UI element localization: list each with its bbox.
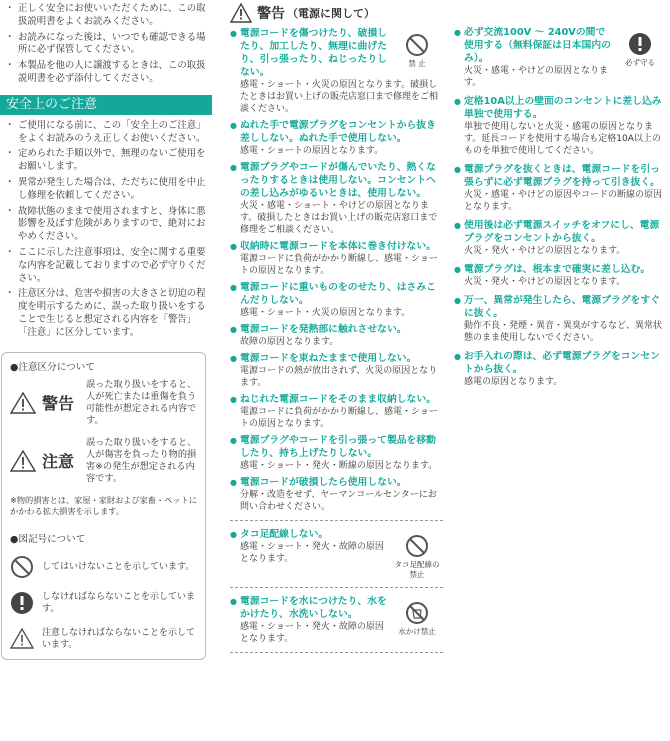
warning-item-desc: 電源コードに負荷がかかり断線し、感電・ショートの原因となります。 [240, 407, 438, 429]
warning-item [454, 26, 666, 89]
warning-item-desc: 電源コードに負荷がかかり断線し、感電・ショートの原因となります。 [240, 254, 438, 276]
warning-item [230, 393, 443, 430]
legend-title-symbols: ●図記号について [10, 533, 86, 545]
no-water-badge [391, 595, 443, 645]
warning-item-title: ● ぬれた手で電源プラグをコンセントから抜き差ししない。ぬれた手で使用しない。 [230, 119, 443, 145]
safety-bullet: ・ 故障状態のままで使用されますと、身体に悪影響を及ぼす危険がありますので、絶対におやめください。 [8, 206, 210, 244]
symbol-prohibit-row [10, 555, 199, 579]
warning-heading [230, 3, 443, 23]
warning-item-title: ● 電源コードが破損したら使用しない。 [230, 476, 443, 489]
warning-item [230, 240, 443, 277]
warning-item-desc: 感電・ショート・火災の原因となります。破損したときはお買い上げの販売店窓口まで修理をご相談ください。 [240, 80, 439, 114]
warning-item [454, 95, 666, 157]
warning-triangle-icon [10, 392, 36, 414]
symbol-must-text: しなければならないことを示しています。 [42, 591, 196, 614]
warning-item [454, 350, 666, 388]
warning-item-desc: 感電・ショート・火災の原因となります。 [240, 308, 411, 318]
warning-heading-word: 警告 [257, 6, 285, 22]
intro-bullet: ・ お読みになった後は、いつでも確認できる場所に必ず保管してください。 [8, 32, 210, 58]
warning-column-power [230, 0, 443, 660]
safety-bullet: ・ 異常が発生した場合は、ただちに使用を中止し修理を依頼してください。 [8, 177, 210, 203]
prohibit-badge [391, 27, 443, 79]
prohibit-label: 禁 止 [408, 59, 426, 68]
caution-desc: 誤った取り扱いをすると、人が傷害を負ったり物的損害※の発生が想定される内容です。 [86, 436, 197, 484]
warning-item-desc: 火災・発火・やけどの原因となります。 [464, 246, 626, 256]
warning-item-title: ● 電源プラグは、根本まで確実に差し込む。 [454, 263, 666, 276]
symbol-prohibit-text: してはいけないことを示しています。 [42, 561, 195, 572]
legend-title-categories: ●注意区分について [10, 361, 95, 373]
warning-item [230, 323, 443, 348]
warning-item-title: ● 必ず交流100V ～ 240Vの間で使用する（無料保証は日本国内のみ）。 [454, 26, 614, 65]
warning-item-title: ● 万一、異常が発生したら、電源プラグをすぐに抜く。 [454, 294, 666, 320]
warning-triangle-icon [230, 3, 252, 23]
warning-item [230, 119, 443, 157]
divider [230, 520, 443, 521]
warning-item-desc: 火災・感電・ショート・やけどの原因となります。破損したときはお買い上げの販売店窓口まで修理をご相談ください。 [240, 201, 438, 235]
octopus-wiring-badge [391, 528, 443, 580]
no-water-label: 水かけ禁止 [398, 627, 436, 636]
warning-item-desc: 感電の原因となります。 [464, 377, 563, 387]
caution-legend [10, 437, 199, 485]
warning-desc: 誤った取り扱いをすると、人が死亡または重傷を負う可能性が想定される内容です。 [86, 378, 197, 426]
legend-box [1, 352, 206, 660]
warning-item-title: ● 電源プラグやコードが傷んでいたり、熱くなったりするときは使用しない。コンセントへの差し込みがゆるいときは、使用しない。 [230, 161, 443, 200]
safety-bullet: ・ 注意区分は、危害や損害の大きさと切迫の程度を明示するために、誤った取り扱いをすることで生じると想定される内容を「警告」「注意」に区分しています。 [8, 288, 210, 339]
warning-item [230, 161, 443, 236]
warning-item-title: ● 電源コードに重いものをのせたり、はさみこんだりしない。 [230, 281, 443, 307]
warning-item-desc: 動作不良・発煙・異音・異臭がするなど、異常状態のまま使用しないでください。 [464, 321, 663, 343]
warning-item-title: ● 使用後は必ず電源スイッチをオフにし、電源プラグをコンセントから抜く。 [454, 219, 666, 245]
section-title: 安全上のご注意 [0, 95, 212, 115]
warning-item-desc: 電源コードの熱が放出されず、火災の原因となります。 [240, 366, 438, 388]
warning-item [230, 352, 443, 389]
warning-item-title: ● 電源コードを傷つけたり、破損したり、加工したり、無理に曲げたり、引っ張ったり、ねじったりしない。 [230, 27, 391, 79]
warning-item-title: ● 電源プラグやコードを引っ張って製品を移動したり、持ち上げたりしない。 [230, 434, 443, 460]
warning-item [454, 263, 666, 288]
warning-legend [10, 379, 199, 427]
warning-item [230, 476, 443, 513]
safety-bullets [8, 120, 210, 340]
warning-column-plug [454, 26, 666, 392]
warning-item-desc: 故障の原因となります。 [240, 337, 339, 347]
intro-bullet: ・ 本製品を他の人に譲渡するときは、この取扱説明書を必ず添付してください。 [8, 60, 210, 86]
no-water-icon [405, 601, 429, 625]
safety-bullet: ・ ここに示した注意事項は、安全に関する重要な内容を記載しておりますので必ず守りください。 [8, 247, 210, 285]
warning-item-desc: 分解・改造をせず、ヤーマンコールセンターにお問い合わせください。 [240, 490, 437, 512]
caution-icon [10, 627, 34, 651]
symbol-caution-row [10, 627, 199, 651]
intro-bullet: ・ 正しく安全にお使いいただくために、この取扱説明書をよくお読みください。 [8, 3, 210, 29]
warning-item-octopus [230, 528, 443, 580]
divider [230, 652, 443, 653]
octopus-wiring-label: タコ足配線の禁止 [394, 560, 440, 579]
warning-item-desc: 感電・ショート・発火・断線の原因となります。 [240, 461, 438, 471]
warning-item-desc: 火災・感電・やけどの原因やコードの断線の原因となります。 [464, 190, 663, 212]
warning-item [230, 434, 443, 472]
warning-item [454, 219, 666, 257]
prohibit-icon [10, 555, 34, 579]
safety-bullet: ・ 定められた手順以外で、無理のないご使用をお願いします。 [8, 148, 210, 174]
mandatory-badge [614, 26, 666, 89]
symbol-caution-text: 注意しなければならないことを示しています。 [42, 627, 196, 650]
safety-bullet: ・ ご使用になる前に、この「安全上のご注意」をよくお読みのうえ正しくお使いください。 [8, 120, 210, 146]
warning-item-title: ● 電源コードを発熱部に触れさせない。 [230, 323, 443, 336]
intro-bullets [8, 3, 210, 86]
warning-item-desc: 感電・ショート・発火・故障の原因となります。 [240, 542, 384, 564]
warning-item-title: ● 収納時に電源コードを本体に巻き付けない。 [230, 240, 443, 253]
octopus-wiring-prohibit-icon [405, 534, 429, 558]
warning-item-desc: 感電・ショートの原因となります。 [240, 146, 384, 156]
warning-item-title: ● 定格10A以上の壁面のコンセントに差し込み単独で使用する。 [454, 95, 666, 121]
warning-item [454, 163, 666, 213]
warning-item-water [230, 595, 443, 645]
warning-item [454, 294, 666, 344]
mandatory-label: 必ず守る [625, 58, 655, 67]
warning-word: 警告 [42, 394, 75, 414]
warning-item-title: ● タコ足配線しない。 [230, 528, 391, 541]
warning-item-desc: 感電・ショート・発火・故障の原因となります。 [240, 622, 384, 644]
warning-item-desc: 単独で使用しないと火災・感電の原因となります。延長コードを使用する場合も定格10A以上のものを単独で使用してください。 [464, 122, 661, 156]
warning-item [230, 281, 443, 319]
warning-item-title: ● 電源プラグを抜くときは、電源コードを引っ張らずに必ず電源プラグを持って引き抜く。 [454, 163, 666, 189]
warning-item-desc: 火災・感電・やけどの原因となります。 [464, 66, 609, 88]
intro-column [8, 0, 210, 660]
warning-item-title: ● ねじれた電源コードをそのまま収納しない。 [230, 393, 443, 406]
caution-triangle-icon [10, 450, 36, 472]
warning-item [230, 27, 443, 79]
prohibit-icon [405, 33, 429, 57]
mandatory-icon [10, 591, 34, 615]
warning-item-desc-block [230, 79, 443, 115]
warning-item-title: ● 電源コードを束ねたままで使用しない。 [230, 352, 443, 365]
mandatory-icon [628, 32, 652, 56]
property-damage-note: ※物的損害とは、家屋・家財および家畜・ペットにかかわる拡大損害を示します。 [10, 494, 197, 516]
warning-item-title: ● 電源コードを水につけたり、水をかけたり、水洗いしない。 [230, 595, 391, 621]
warning-item-desc: 火災・発火・やけどの原因となります。 [464, 277, 626, 287]
symbol-must-row [10, 591, 199, 615]
warning-heading-sub: （電源に関して） [287, 7, 375, 20]
caution-word: 注意 [42, 452, 75, 472]
warning-item-title: ● お手入れの際は、必ず電源プラグをコンセントから抜く。 [454, 350, 666, 376]
divider [230, 587, 443, 588]
